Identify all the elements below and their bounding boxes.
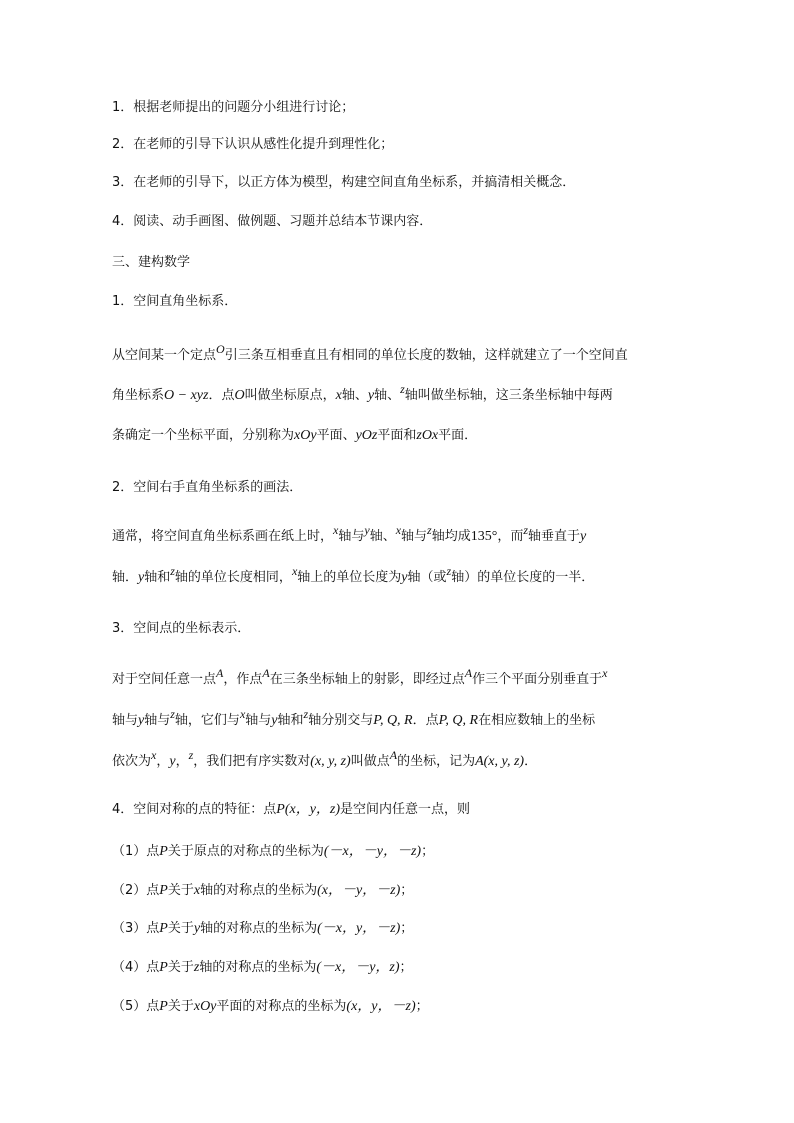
item-3: 3．在老师的引导下，以正方体为模型，构建空间直角坐标系，并搞清相关概念．: [112, 175, 576, 190]
symmetry-intro: 4．空间对称的点的特征：点P(x，y，z)是空间内任意一点，则: [112, 802, 471, 817]
section-title: 三、建构数学: [112, 255, 191, 270]
para1-line1: 从空间某一个定点O引三条互相垂直且有相同的单位长度的数轴，这样就建立了一个空间直: [112, 342, 628, 363]
item-2: 2．在老师的引导下认识从感性化提升到理性化；: [112, 137, 394, 152]
heading-point-coordinates: 3．空间点的坐标表示．: [112, 621, 251, 636]
item-4: 4．阅读、动手画图、做例题、习题并总结本节课内容．: [112, 214, 433, 229]
para3-line1: 对于空间任意一点A，作点A在三条坐标轴上的射影，即经过点A作三个平面分别垂直于x: [112, 666, 608, 687]
symmetry-item-4: （4）点P关于z轴的对称点的坐标为(－x，－y，z)；: [112, 960, 413, 975]
para1-line3: 条确定一个坐标平面，分别称为xOy平面、yOz平面和zOx平面．: [112, 428, 478, 443]
symmetry-item-2: （2）点P关于x轴的对称点的坐标为(x，－y，－z)；: [112, 883, 414, 898]
para1-line2: 角坐标系O − xyz．点O叫做坐标原点，x轴、y轴、z轴叫做坐标轴，这三条坐标轴中每两: [112, 382, 613, 403]
para3-line3: 依次为x，y，z，我们把有序实数对(x, y, z)叫做点A的坐标，记为A(x, y, z)．: [112, 748, 538, 769]
para3-line2: 轴与y轴与z轴，它们与x轴与y轴和z轴分别交与P, Q, R．点P, Q, R在相应数轴上的坐标: [112, 707, 596, 728]
para2-line2: 轴．y轴和z轴的单位长度相同，x轴上的单位长度为y轴（或z轴）的单位长度的一半．: [112, 564, 595, 585]
heading-right-hand-system: 2．空间右手直角坐标系的画法．: [112, 480, 303, 495]
symmetry-item-3: （3）点P关于y轴的对称点的坐标为(－x，y，－z)；: [112, 921, 414, 936]
heading-coordinate-system: 1．空间直角坐标系．: [112, 294, 238, 309]
symmetry-item-5: （5）点P关于xOy平面的对称点的坐标为(x，y，－z)；: [112, 999, 429, 1014]
item-1: 1．根据老师提出的问题分小组进行讨论；: [112, 100, 355, 115]
para2-line1: 通常，将空间直角坐标系画在纸上时，x轴与y轴、x轴与z轴均成135°，而z轴垂直于y: [112, 523, 587, 544]
symmetry-item-1: （1）点P关于原点的对称点的坐标为(－x，－y，－z)；: [112, 844, 435, 859]
